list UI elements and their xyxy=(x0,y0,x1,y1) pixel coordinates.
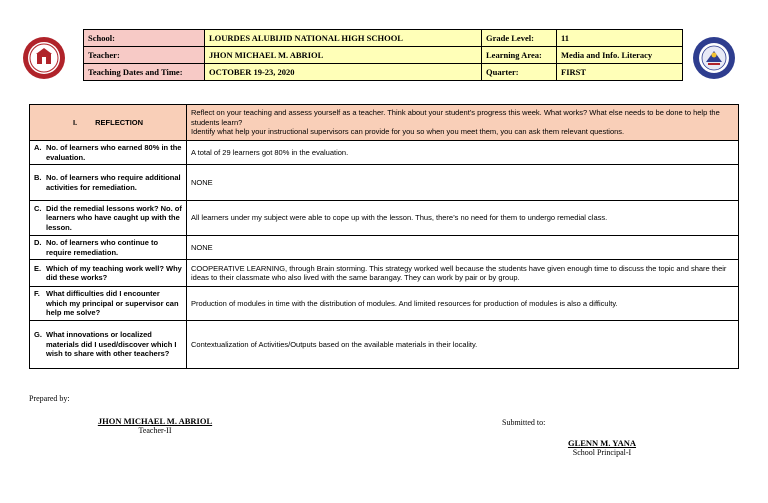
area-label: Learning Area: xyxy=(482,47,557,64)
table-row xyxy=(30,201,739,236)
row-letter: D. xyxy=(34,238,42,248)
dates-label: Teaching Dates and Time: xyxy=(84,64,205,81)
row-answer: All learners under my subject were able to cope up with the lesson. Thus, there’s no need for them to undergo remedial class. xyxy=(187,201,739,236)
row-question: No. of learners who require additional activities for remediation. xyxy=(46,173,181,192)
row-letter: F. xyxy=(34,289,40,299)
submitted-to-label: Submitted to: xyxy=(502,418,546,427)
grade-value: 11 xyxy=(557,30,683,47)
row-answer: NONE xyxy=(187,236,739,260)
table-row xyxy=(30,287,739,321)
principal-name: GLENN M. YANA xyxy=(567,438,637,448)
reflection-title-cell xyxy=(30,105,187,141)
reflection-instructions xyxy=(187,105,739,141)
row-question: Did the remedial lessons work? No. of learners who have caught up with the lesson. xyxy=(46,203,182,232)
dates-value: OCTOBER 19-23, 2020 xyxy=(205,64,482,81)
row-letter: C. xyxy=(34,203,42,213)
reflection-header-row xyxy=(30,105,739,141)
reflection-table xyxy=(29,104,739,369)
school-seal-icon xyxy=(22,36,66,80)
instruction-line: Identify what help your instructional supervisors can provide for you so when you meet them, you can ask them relevant questions. xyxy=(191,127,625,137)
quarter-value: FIRST xyxy=(557,64,683,81)
grade-label: Grade Level: xyxy=(482,30,557,47)
row-question: What difficulties did I encounter which my principal or supervisor can help me solve? xyxy=(46,289,179,318)
row-letter: B. xyxy=(34,173,42,183)
table-row xyxy=(30,165,739,201)
teacher-value: JHON MICHAEL M. ABRIOL xyxy=(205,47,482,64)
table-row xyxy=(30,321,739,369)
row-question: No. of learners who earned 80% in the evaluation. xyxy=(46,143,182,162)
preparer-title: Teacher-II xyxy=(138,426,172,435)
row-letter: A. xyxy=(34,143,42,153)
deped-seal-icon xyxy=(692,36,736,80)
principal-title: School Principal-I xyxy=(572,448,632,457)
row-answer: A total of 29 learners got 80% in the evaluation. xyxy=(187,141,739,165)
row-answer: COOPERATIVE LEARNING, through Brain storming. This strategy worked well because the students have given enough time to discuss the topic and share their ideas to their classmate who also lived with the same barangay. They can work by pair or by group. xyxy=(187,260,739,287)
row-answer: Contextualization of Activities/Outputs based on the available materials in their locality. xyxy=(187,321,739,369)
row-question: No. of learners who continue to require remediation. xyxy=(46,238,159,257)
row-letter: E. xyxy=(34,263,42,273)
quarter-label: Quarter: xyxy=(482,64,557,81)
table-row xyxy=(30,141,739,165)
school-value: LOURDES ALUBIJID NATIONAL HIGH SCHOOL xyxy=(205,30,482,47)
principal-block xyxy=(548,438,656,457)
reflection-title: REFLECTION xyxy=(95,117,144,127)
row-question: Which of my teaching work well? Why did these works? xyxy=(46,263,182,282)
teacher-label: Teacher: xyxy=(84,47,205,64)
preparer-block xyxy=(88,416,222,435)
table-row xyxy=(30,260,739,287)
school-label: School: xyxy=(84,30,205,47)
reflection-number: I. xyxy=(72,117,78,127)
preparer-name: JHON MICHAEL M. ABRIOL xyxy=(97,416,213,426)
table-row xyxy=(30,236,739,260)
prepared-by-label: Prepared by: xyxy=(29,394,70,403)
row-letter: G. xyxy=(34,330,42,340)
area-value: Media and Info. Literacy xyxy=(557,47,683,64)
row-answer: Production of modules in time with the distribution of modules. And limited resources for production of modules is also a difficulty. xyxy=(187,287,739,321)
row-question: What innovations or localized materials did I used/discover which I wish to share with other teachers? xyxy=(46,330,177,359)
header-info-table xyxy=(83,29,683,81)
row-answer: NONE xyxy=(187,165,739,201)
instruction-line: Reflect on your teaching and assess yourself as a teacher. Think about your student’s progress this week. What works? What else needs to be done to help the students learn? xyxy=(191,108,720,127)
